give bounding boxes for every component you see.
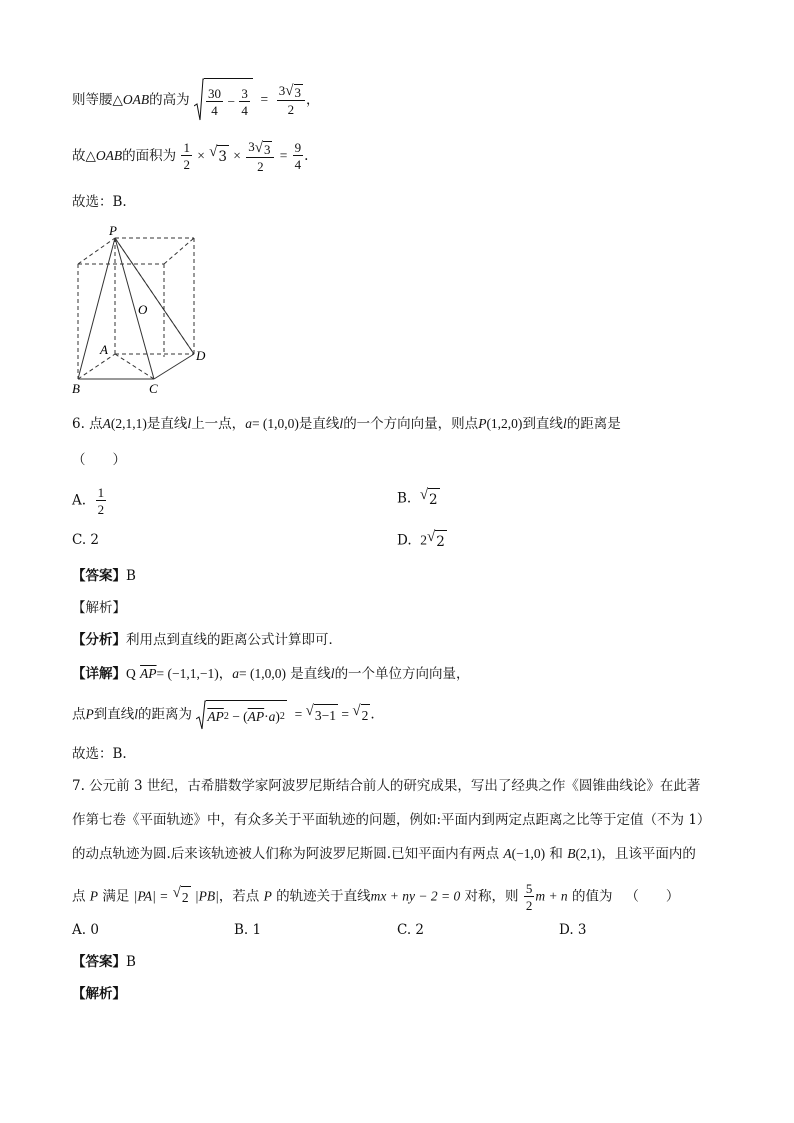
label-O: O bbox=[138, 302, 148, 317]
triangle-name: OAB bbox=[122, 92, 150, 107]
label-C: C bbox=[149, 381, 158, 396]
height-formula-line: 则等腰△OAB的高为 $\frac{30}{4}$ − $\frac{3}{4}$ = 3 √ 3 2 ， bbox=[72, 78, 320, 122]
analysis-6-tag: 【解析】 bbox=[72, 600, 126, 616]
option-6-B[interactable]: B. √ 2 bbox=[397, 487, 438, 508]
analysis-7-tag: 【解析】 bbox=[72, 986, 126, 1002]
question-6-stem: 6. 点A(2,1,1)是直线l上一点，a= (1,0,0)是直线l的一个方向向量，则点P(1,2,0)到直线l的距离是 bbox=[72, 416, 621, 432]
triangle-name: OAB bbox=[95, 148, 123, 164]
choose-line-1: 故选：B. bbox=[72, 194, 127, 210]
text-segment: 则等腰△ bbox=[72, 92, 123, 108]
question-6-paren: （ ） bbox=[72, 452, 126, 468]
option-7-C[interactable]: C. 2 bbox=[397, 922, 425, 938]
text-segment: 故△ bbox=[72, 148, 96, 165]
question-7-line-1: 7. 公元前 3 世纪，古希腊数学家阿波罗尼斯结合前人的研究成果，写出了经典之作《圆锥曲线论》在此著 bbox=[72, 778, 701, 794]
choose-line-2: 故选：B. bbox=[72, 746, 127, 762]
text-segment: 的面积为 bbox=[122, 148, 177, 165]
option-6-D[interactable]: D. 2 √ 2 bbox=[397, 529, 445, 550]
label-P: P bbox=[109, 223, 117, 238]
question-7-line-2: 作第七卷《平面轨迹》中，有众多关于平面轨迹的问题，例如:平面内到两定点距离之比等于定值（不为 1） bbox=[72, 812, 711, 828]
answer-7: 【答案】B bbox=[72, 954, 136, 970]
option-6-C[interactable]: C. 2 bbox=[72, 532, 100, 548]
option-7-B[interactable]: B. 1 bbox=[234, 922, 262, 938]
result-fraction: 3 √ 3 2 bbox=[277, 84, 305, 117]
option-6-A[interactable]: A. $\frac{1}{2}$ bbox=[72, 485, 105, 517]
answer-6: 【答案】B bbox=[72, 568, 136, 584]
label-A: A bbox=[100, 342, 108, 357]
fenxi-6: 【分析】利用点到直线的距离公式计算即可． bbox=[72, 632, 342, 648]
question-7-line-4: 点 P 满足 |PA| = √ 2 |PB|，若点 P 的轨迹关于直线mx + ny − 2 = 0 对称，则 $\frac{5}{2}$ m + n 的值为 （ ） bbox=[72, 881, 680, 913]
detail-6-line: 【详解】Q $\overline{AP}= (-1,1,-1)$，a= (1,0,0) 是直线l的一个单位方向向量， bbox=[72, 666, 470, 682]
distance-sqrt: $\overline{AP}$ 2 − ( $\overline{AP}$ · a ) 2 bbox=[196, 700, 287, 730]
option-7-D[interactable]: D. 3 bbox=[559, 922, 587, 938]
sqrt-expression: $\frac{30}{4}$ − $\frac{3}{4}$ bbox=[194, 78, 253, 122]
distance-6-line: 点P到直线l的距离为 $\overline{AP}$ 2 − ( $\overline{AP}$ · a ) 2 = √ 3−1 = √ 2 . bbox=[72, 700, 375, 730]
option-7-A[interactable]: A. 0 bbox=[72, 922, 99, 938]
text-segment: 的高为 bbox=[149, 92, 190, 108]
question-7-line-3: 的动点轨迹为圆.后来该轨迹被人们称为阿波罗尼斯圆.已知平面内有两点 A(−1,0) 和 B(2,1)，且该平面内的 bbox=[72, 846, 696, 862]
label-D: D bbox=[196, 348, 206, 363]
area-formula-line: 故△OAB的面积为 $\frac{1}{2}$ × √ 3 × 3 √ 3 2 = $\frac{9}{4}$ . bbox=[72, 139, 309, 174]
text-segment: ， bbox=[306, 92, 320, 108]
label-B: B bbox=[72, 381, 80, 396]
pyramid-in-cube-figure bbox=[68, 222, 228, 397]
